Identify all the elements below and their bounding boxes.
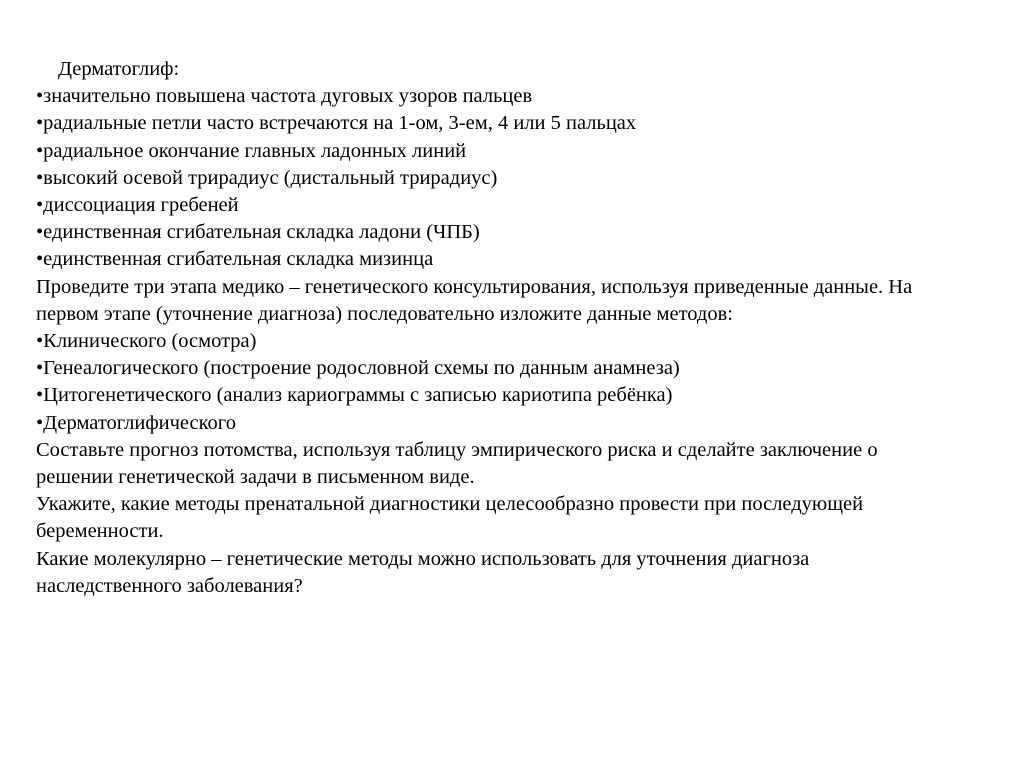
task-prenatal-line: беременности. bbox=[36, 520, 164, 543]
method-item: •Дерматоглифического bbox=[36, 411, 236, 434]
list-item: •радиальные петли часто встречаются на 1-ом, 3-ем, 4 или 5 пальцах bbox=[36, 112, 637, 135]
task-molecular-line: Какие молекулярно – генетические методы можно использовать для уточнения диагноза bbox=[36, 547, 810, 570]
task-molecular-line: наследственного заболевания? bbox=[36, 574, 303, 597]
method-item: •Генеалогического (построение родословной схемы по данным анамнеза) bbox=[36, 357, 680, 380]
task-prognosis-line: решении генетической задачи в письменном виде. bbox=[36, 466, 475, 489]
list-item: •единственная сгибательная складка мизинца bbox=[36, 248, 434, 271]
task-prenatal-line: Укажите, какие методы пренатальной диагностики целесообразно провести при последующей bbox=[36, 493, 864, 516]
task-prognosis-line: Составьте прогноз потомства, используя таблицу эмпирического риска и сделайте заключение о bbox=[36, 438, 878, 461]
list-item: •высокий осевой трирадиус (дистальный трирадиус) bbox=[36, 166, 498, 189]
method-item: •Клинического (осмотра) bbox=[36, 330, 257, 353]
list-item: •единственная сгибательная складка ладони (ЧПБ) bbox=[36, 221, 480, 244]
dermatoglyph-heading: Дерматоглиф: bbox=[58, 58, 180, 80]
list-item: •радиальное окончание главных ладонных линий bbox=[36, 139, 467, 162]
list-item: •диссоциация гребеней bbox=[36, 194, 239, 217]
list-item: •значительно повышена частота дуговых узоров пальцев bbox=[36, 85, 533, 108]
task-intro-line: Проведите три этапа медико – генетического консультирования, используя приведенные данные. На bbox=[36, 275, 913, 298]
slide-text bbox=[36, 56, 1006, 600]
method-item: •Цитогенетического (анализ кариограммы с записью кариотипа ребёнка) bbox=[36, 384, 673, 407]
task-intro-line: первом этапе (уточнение диагноза) последовательно изложите данные методов: bbox=[36, 302, 733, 325]
